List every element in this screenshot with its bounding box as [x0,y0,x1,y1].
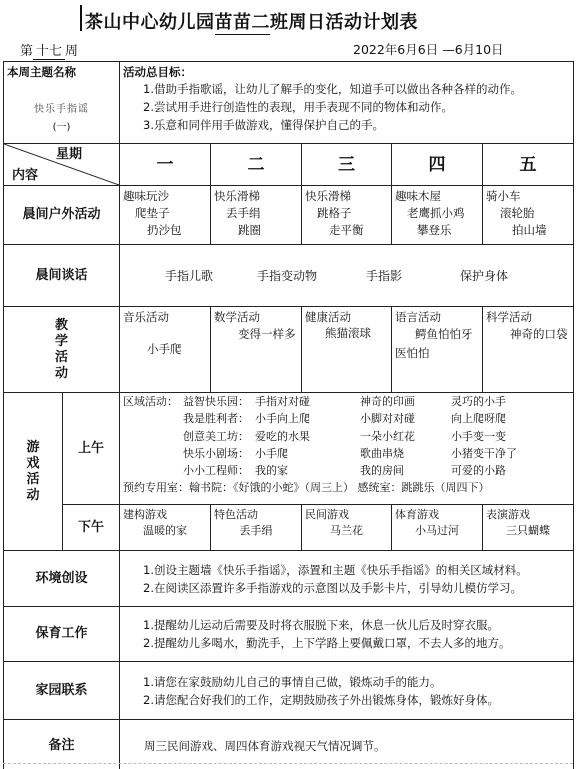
outdoor-item: 攀登乐 [417,223,452,237]
page-title [78,8,418,35]
pm-cell [392,505,483,551]
area-item: 小脚对对碰 [360,412,415,426]
teaching-cell [302,307,392,393]
outdoor-cell [120,186,211,245]
games-label-char: 戏 [26,455,40,471]
title-left-rule [80,5,82,31]
area-item: 我的家 [255,464,288,478]
day-friday: 五 [483,144,574,186]
area-name: 创意美工坊： [183,429,249,443]
teaching-cell [483,307,574,393]
week-line [20,40,78,60]
goal-item: 1.借助手指歌谣，让幼儿了解手的变化，知道手可以做出各种各样的动作。 [143,82,522,96]
outdoor-item: 拍山墙 [512,223,547,237]
teaching-row [4,307,574,393]
day-thursday: 四 [392,144,483,186]
games-label-char: 活 [26,471,40,487]
goal-item: 3.乐意和同伴用手做游戏，懂得保护自己的手。 [143,118,384,132]
kindergarten-name: 茶山中心幼儿园 [85,12,215,33]
teaching-title: 科学活动 [486,310,532,324]
day-monday: 一 [120,144,211,186]
games-am-row [4,393,574,505]
pm-body: 三只蝴蝶 [506,524,551,537]
page-footer-rule [3,763,573,764]
games-label-char: 动 [26,487,40,503]
teaching-cell [120,307,211,393]
pm-title: 表演游戏 [486,508,530,521]
area-item: 小手爬 [255,446,288,460]
pm-cell [302,505,392,551]
theme-cell [4,62,120,144]
care-line: 1.提醒幼儿运动后需要及时将衣服脱下来，休息一伙儿后及时穿衣服。 [143,618,499,632]
area-item: 可爱的小路 [451,464,506,478]
remark-text: 周三民间游戏、周四体育游戏视天气情况调节。 [120,720,574,769]
day-wednesday: 三 [302,144,392,186]
teaching-body: 变得一样多 [238,327,296,341]
outdoor-item: 老鹰抓小鸡 [407,206,465,220]
talk-label: 晨间谈话 [4,245,120,307]
games-am-label: 上午 [63,393,120,505]
teaching-title: 语言活动 [395,310,441,324]
care-label: 保育工作 [4,607,120,662]
area-item: 小手变一变 [451,429,506,443]
outdoor-item: 趣味木屋 [395,189,441,203]
pm-cell [483,505,574,551]
outdoor-item: 跳格子 [317,206,352,220]
environment-row [4,551,574,607]
area-item: 向上爬呀爬 [451,412,506,426]
area-item: 神奇的印画 [360,395,415,408]
area-item: 歌曲串烧 [360,446,404,460]
outdoor-item: 快乐滑梯 [214,189,260,203]
area-name: 小小工程师： [183,464,249,478]
pm-title: 体育游戏 [395,508,439,521]
talk-item: 手指影 [366,268,403,283]
talk-row [4,245,574,307]
title-suffix: 班周日活动计划表 [270,12,418,33]
teaching-body: 神奇的口袋 [510,327,568,341]
area-name: 我是胜利者： [183,412,249,426]
theme-name: 快乐手指谣 [34,104,89,115]
family-row [4,662,574,720]
outdoor-label: 晨间户外活动 [4,186,120,245]
area-item: 灵巧的小手 [451,395,506,408]
pm-title: 民间游戏 [305,508,349,521]
talk-item: 保护身体 [460,268,509,283]
outdoor-cell [302,186,392,245]
corner-weekday-label: 星期 [56,147,83,162]
remark-label: 备注 [4,720,120,769]
area-item: 手指对对碰 [255,395,310,408]
teaching-body: 鳄鱼怕怕牙医怕怕 [395,327,473,360]
corner-cell [4,144,120,186]
date-range: 2022年6月6日 —6月10日 [353,42,504,57]
reserved-rooms: 预约专用室：翰书院：《好饿的小蛇》（周三上） 感统室：跳跳乐（周四下） [123,481,490,495]
theme-label: 本周主题名称 [7,65,76,79]
teaching-label-char: 活 [54,349,68,365]
pm-body: 小马过河 [415,524,459,537]
week-number: 十七 [33,40,65,60]
pm-title: 特色活动 [214,508,258,521]
games-pm-label: 下午 [63,505,120,551]
environment-cell [120,551,574,607]
games-label-char: 游 [26,439,40,455]
theme-number: (一) [52,122,71,133]
class-name: 苗苗二 [215,8,271,35]
family-label: 家园联系 [4,662,120,720]
area-name: 快乐小剧场： [183,446,249,460]
area-activities-cell [120,393,574,505]
teaching-title: 音乐活动 [123,310,169,324]
goals-title: 活动总目标： [123,65,192,79]
family-line: 2.请您配合好我们的工作，定期鼓励孩子外出锻炼身体，锻炼好身体。 [143,692,499,707]
outdoor-item: 趣味玩沙 [123,189,169,203]
family-line: 1.请您在家鼓励幼儿自己的事情自己做，锻炼动手的能力。 [143,674,442,689]
remark-row [4,720,574,769]
outdoor-item: 爬垫子 [135,206,170,220]
area-item: 我的房间 [360,464,404,478]
teaching-body: 小手爬 [147,342,182,356]
outdoor-row [4,186,574,245]
outdoor-item: 快乐滑梯 [305,189,351,203]
week-suffix: 周 [65,44,79,59]
area-title: 区域活动： [123,395,178,408]
area-item: 一朵小红花 [360,429,415,443]
environment-label: 环境创设 [4,551,120,607]
teaching-cell [211,307,302,393]
talk-cell [120,245,574,307]
theme-row [4,62,574,144]
outdoor-cell [483,186,574,245]
day-tuesday: 二 [211,144,302,186]
teaching-title: 健康活动 [305,310,351,324]
day-header-row [4,144,574,186]
care-cell [120,607,574,662]
family-cell [120,662,574,720]
environment-line: 1.创设主题墙《快乐手指谣》，添置和主题《快乐手指谣》的相关区域材料。 [143,562,528,577]
teaching-label-char: 教 [54,317,68,333]
outdoor-item: 丢手绢 [226,206,261,220]
teaching-cell [392,307,483,393]
goal-item: 2.尝试用手进行创造性的表现，用手表现不同的物体和动作。 [143,100,453,114]
teaching-title: 数学活动 [214,310,260,324]
outdoor-item: 骑小车 [486,189,521,203]
outdoor-item: 走平衡 [329,223,364,237]
area-item: 小猪变干净了 [451,446,517,460]
care-line: 2.提醒幼儿多喝水，勤洗手，上下学路上要佩戴口罩，不去人多的地方。 [143,636,511,650]
week-prefix: 第 [20,44,34,59]
pm-cell [120,505,211,551]
pm-body: 马兰花 [330,524,363,537]
pm-title: 建构游戏 [123,508,167,521]
area-item: 爱吃的水果 [255,429,310,443]
area-item: 小手向上爬 [255,412,310,426]
pm-body: 温暖的家 [143,524,187,537]
care-row [4,607,574,662]
games-label [4,393,63,551]
outdoor-item: 跳圈 [238,223,261,237]
teaching-label [4,307,120,393]
talk-item: 手指变动物 [257,268,318,283]
outdoor-item: 滚轮胎 [500,206,535,220]
pm-cell [211,505,302,551]
goals-cell [120,62,574,144]
plan-table [3,61,574,769]
talk-item: 手指儿歌 [165,268,214,283]
teaching-label-char: 动 [54,365,68,381]
outdoor-cell [211,186,302,245]
environment-line: 2.在阅读区添置许多手指游戏的示意图以及手影卡片，引导幼儿模仿学习。 [143,580,522,595]
area-name: 益智快乐园： [183,395,249,408]
corner-content-label: 内容 [12,168,39,183]
outdoor-item: 扔沙包 [147,223,182,237]
games-pm-row [4,505,574,551]
teaching-label-char: 学 [54,333,68,349]
pm-body: 丢手绢 [239,524,273,537]
teaching-body: 熊猫滚球 [325,326,371,340]
outdoor-cell [392,186,483,245]
